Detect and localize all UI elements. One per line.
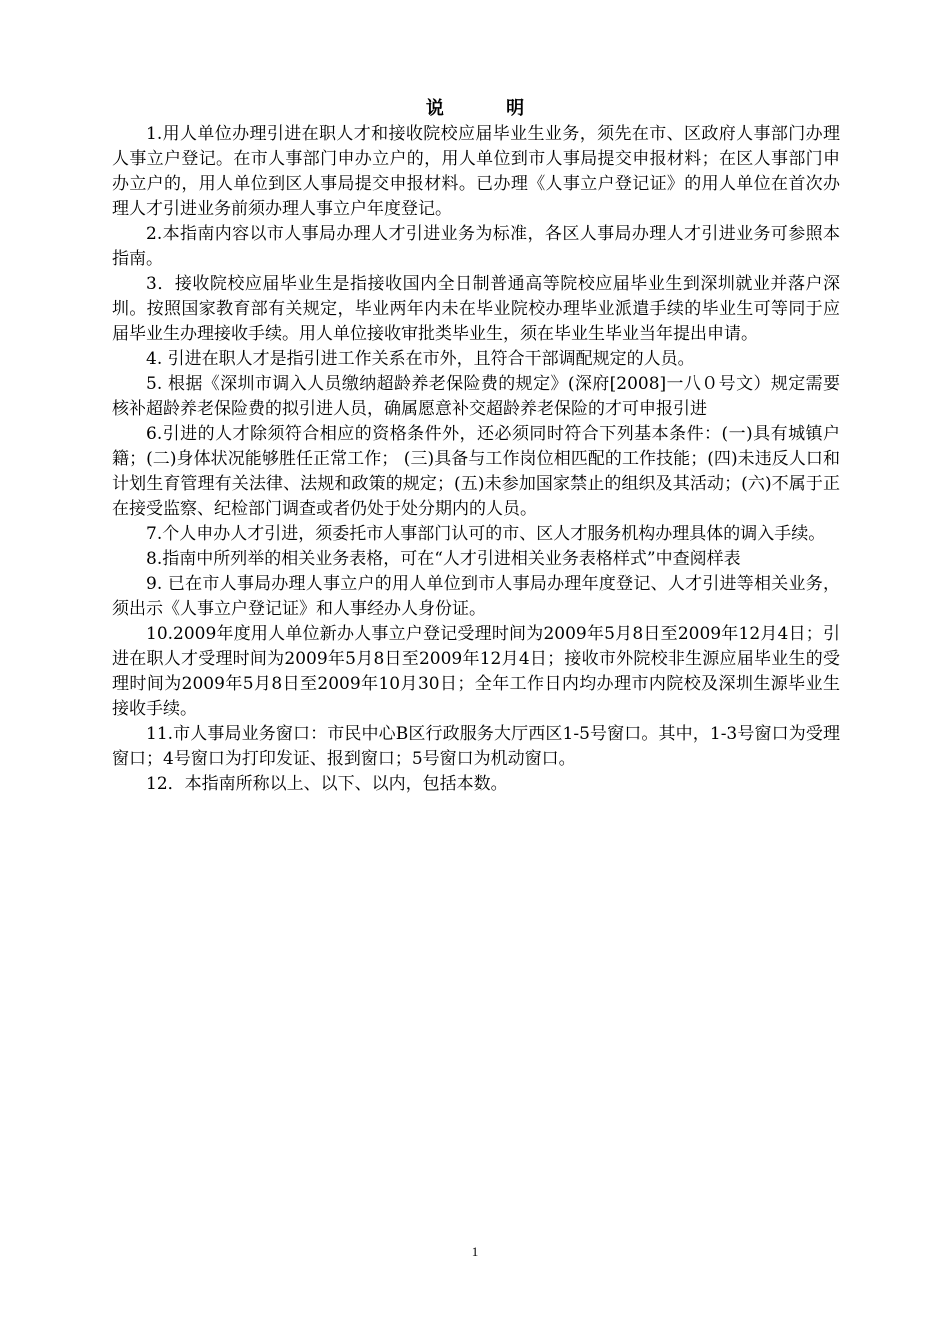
paragraph-10: 10.2009年度用人单位新办人事立户登记受理时间为2009年5月8日至2009年12月4日；引进在职人才受理时间为2009年5月8日至2009年12月4日；接收市外院校非生源应届毕业生的受理时间为2009年5月8日至2009年10月30日；全年工作日内均办理市内院校及深圳生源毕业生接收手续。 bbox=[112, 624, 840, 719]
paragraph-5: 5. 根据《深圳市调入人员缴纳超龄养老保险费的规定》(深府[2008]一八０号文）规定需要核补超龄养老保险费的拟引进人员，确属愿意补交超龄养老保险的才可申报引进 bbox=[112, 374, 840, 419]
paragraph-8: 8.指南中所列举的相关业务表格，可在“人才引进相关业务表格样式”中查阅样表 bbox=[146, 549, 741, 569]
paragraph-12: 12．本指南所称以上、以下、以内，包括本数。 bbox=[146, 774, 508, 794]
paragraph-1: 1.用人单位办理引进在职人才和接收院校应届毕业生业务，须先在市、区政府人事部门办理人事立户登记。在市人事部门申办立户的，用人单位到市人事局提交申报材料；在区人事部门申办立户的，用人单位到区人事局提交申报材料。已办理《人事立户登记证》的用人单位在首次办理人才引进业务前须办理人事立户年度登记。 bbox=[112, 124, 840, 219]
page-title: 说 明 bbox=[425, 98, 553, 119]
paragraph-3: 3．接收院校应届毕业生是指接收国内全日制普通高等院校应届毕业生到深圳就业并落户深圳。按照国家教育部有关规定，毕业两年内未在毕业院校办理毕业派遣手续的毕业生可等同于应届毕业生办理接收手续。用人单位接收审批类毕业生，须在毕业生毕业当年提出申请。 bbox=[112, 274, 840, 344]
page-number: 1 bbox=[471, 1244, 479, 1259]
paragraph-6: 6.引进的人才除须符合相应的资格条件外，还必须同时符合下列基本条件：(一)具有城镇户籍；(二)身体状况能够胜任正常工作； (三)具备与工作岗位相匹配的工作技能；(四)未违反人口和计划生育管理有关法律、法规和政策的规定；(五)未参加国家禁止的组织及其活动；(六)不属于正在接受监察、纪检部门调查或者仍处于处分期内的人员。 bbox=[112, 424, 840, 519]
document-body bbox=[112, 122, 840, 797]
paragraph-11: 11.市人事局业务窗口：市民中心B区行政服务大厅西区1-5号窗口。其中，1-3号窗口为受理窗口；4号窗口为打印发证、报到窗口；5号窗口为机动窗口。 bbox=[112, 724, 840, 769]
paragraph-2: 2.本指南内容以市人事局办理人才引进业务为标准，各区人事局办理人才引进业务可参照本指南。 bbox=[112, 224, 840, 269]
paragraph-9: 9. 已在市人事局办理人事立户的用人单位到市人事局办理年度登记、人才引进等相关业务，须出示《人事立户登记证》和人事经办人身份证。 bbox=[112, 574, 840, 619]
paragraph-7: 7.个人申办人才引进，须委托市人事部门认可的市、区人才服务机构办理具体的调入手续。 bbox=[146, 524, 826, 544]
paragraph-4: 4. 引进在职人才是指引进工作关系在市外，且符合干部调配规定的人员。 bbox=[146, 349, 695, 369]
